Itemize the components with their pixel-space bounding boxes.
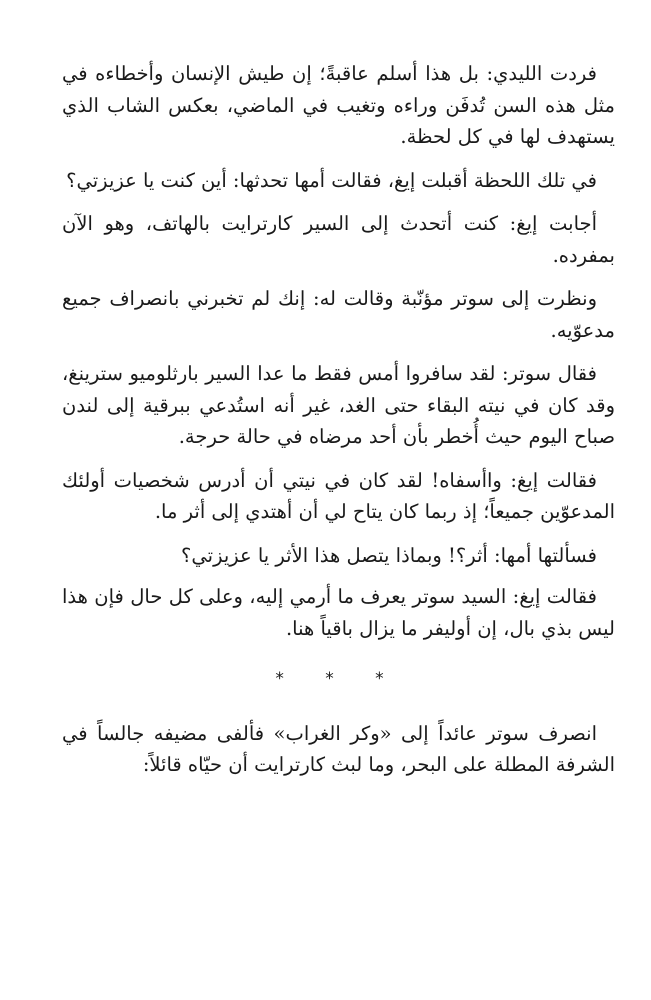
section-separator: * * * [275, 669, 402, 689]
paragraph-egg-arrives: في تلك اللحظة أقبلت إيغ، فقالت أمها تحدثها: أين كنت يا عزيزتي؟ [66, 168, 597, 192]
paragraph-egg-answer: أجابت إيغ: كنت أتحدث إلى السير كارترايت بالهاتف، وهو الآن بمفرده. [62, 212, 615, 267]
paragraph-crows-nest: انصرف سوتر عائداً إلى «وكر الغراب» فألفى مضيفه جالساً في الشرفة المطلة على البحر، وما لبث كارترايت أن حيّاه قائلاً: [62, 721, 615, 776]
paragraph-lady-reply: فردت الليدي: بل هذا أسلم عاقبةً؛ إن طيش الإنسان وأخطاءه في مثل هذه السن تُدفَن وراءه وتغيب في الماضي، بعكس الشاب الذي يستهدف لها في كل لحظة. [62, 62, 615, 148]
paragraph-satterthwaite-explains: فقال سوتر: لقد سافروا أمس فقط ما عدا السير بارثلوميو سترينغ، وقد كان في نيته البقاء حتى الغد، غير أنه استُدعي ببرقية إلى لندن صباح اليوم حيث أُخطر بأن أحد مرضاه في حالة حرجة. [62, 362, 615, 448]
book-page [62, 58, 615, 793]
paragraph-egg-regret: فقالت إيغ: واأسفاه! لقد كان في نيتي أن أدرس شخصيات أولئك المدعوّين جميعاً؛ إذ ربما كان يتاح لي أن أهتدي إلى أثر ما. [62, 468, 615, 523]
paragraph-egg-oliver: فقالت إيغ: السيد سوتر يعرف ما أرمي إليه، وعلى كل حال فإن هذا ليس بذي بال، إن أوليفر ما يزال باقياً هنا. [62, 585, 615, 640]
paragraph-mother-rebuke: ونظرت إلى سوتر مؤنّبة وقالت له: إنك لم تخبرني بانصراف جميع مدعوّيه. [62, 287, 615, 342]
paragraph-mother-question: فسألتها أمها: أثر؟! وبماذا يتصل هذا الأثر يا عزيزتي؟ [181, 543, 597, 567]
